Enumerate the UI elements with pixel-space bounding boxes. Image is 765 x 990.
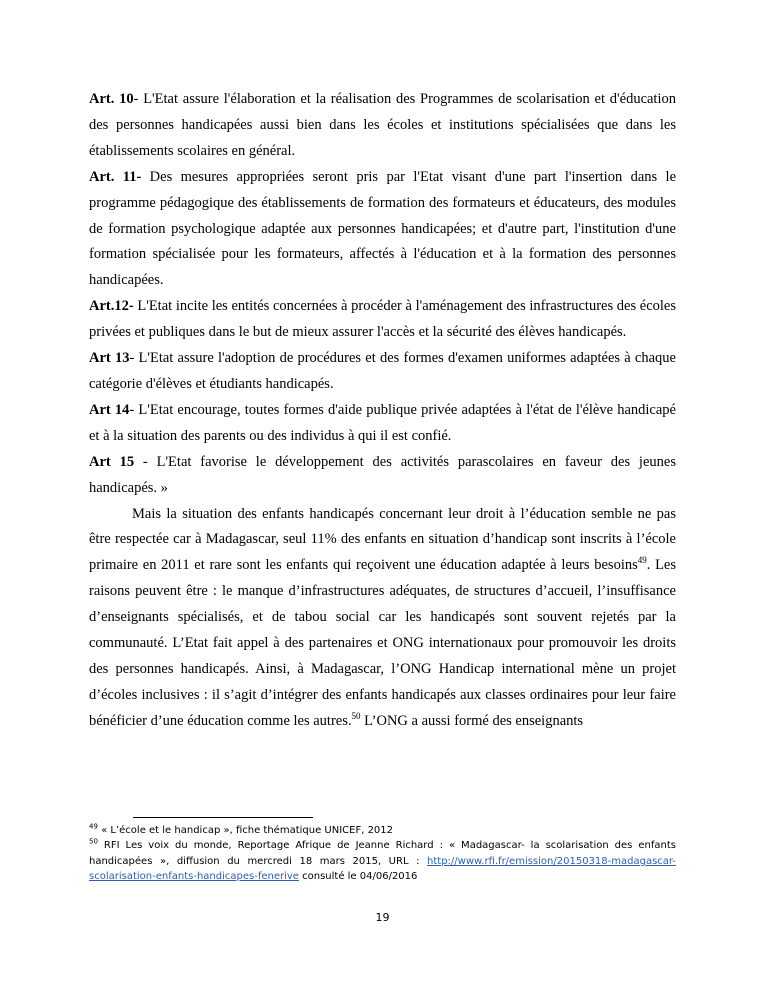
footnote-number: 49 <box>89 822 98 831</box>
article-11 <box>89 165 676 295</box>
article-text: Des mesures appropriées seront pris par l'Etat visant d'une part l'insertion dans le programme pédagogique des établissements de formation des formateurs et éducateurs, des modules de formation psychologique adaptée aux personnes handicapées; et d'autre part, l'institution d'une formation spécialisée pour les formateurs, affectés à l'éducation et à la formation des personnes handicapées. <box>89 168 677 289</box>
footnote-ref-50[interactable]: 50 <box>351 710 361 721</box>
article-text: - L'Etat encourage, toutes formes d'aide publique privée adaptées à l'état de l'élève handicapé et à la situation des parents ou des individus à qui il est confié. <box>89 401 676 444</box>
footnote-url-link[interactable]: http://www.rfi.fr/emission/20150318-madagascar-scolarisation-enfants-handicapes-fenerive <box>89 855 676 882</box>
article-label: Art. 11- <box>89 168 142 185</box>
article-12 <box>89 294 676 346</box>
document-body <box>89 87 676 735</box>
article-label: Art 14 <box>89 401 130 418</box>
article-15 <box>89 450 676 502</box>
article-label: Art 13 <box>89 350 130 367</box>
paragraph-text: . Les raisons peuvent être : le manque d’infrastructures adéquates, de structures d’accueil, l’insuffisance d’enseignants spécialisés, et de tabou social car les handicapés sont souvent rejetés par la communauté. L’Etat fait appel à des partenaires et ONG internationaux pour promouvoir les droits des personnes handicapés. Ainsi, à Madagascar, l’ONG Handicap international mène un projet d’écoles inclusives : il s’agit d’intégrer des enfants handicapés aux classes ordinaires pour leur faire bénéficier d’une éducation comme les autres. <box>89 557 677 729</box>
footnote-number: 50 <box>89 837 98 846</box>
article-14 <box>89 398 676 450</box>
footnote-consulted-date: consulté le 04/06/2016 <box>298 870 418 882</box>
article-label: Art. 10 <box>89 91 134 107</box>
footnote-separator <box>133 817 313 818</box>
footnote-49 <box>89 823 676 838</box>
article-label: Art.12- <box>89 298 134 315</box>
article-10 <box>89 87 676 165</box>
article-13 <box>89 346 676 398</box>
article-label: Art 15 <box>89 453 135 470</box>
page-number: 19 <box>375 911 390 924</box>
footnote-50 <box>89 838 676 884</box>
footnote-ref-49[interactable]: 49 <box>637 555 647 566</box>
article-text: - L'Etat assure l'élaboration et la réalisation des Programmes de scolarisation et d'éducation des personnes handicapées aussi bien dans les écoles et institutions spécialisées que dans les établissements scolaires en général. <box>89 91 676 159</box>
footnote-text: RFI Les voix du monde, Reportage Afrique de Jeanne Richard : « Madagascar- la scolarisation des enfants handicapées », diffusion du mercredi 18 mars 2015, URL : <box>89 840 676 867</box>
footnotes <box>89 823 676 884</box>
body-paragraph <box>89 502 676 735</box>
paragraph-text: L’ONG a aussi formé des enseignants <box>360 712 584 729</box>
article-text: - L'Etat assure l'adoption de procédures et des formes d'examen uniformes adaptées à chaque catégorie d'élèves et étudiants handicapés. <box>89 350 676 392</box>
footnote-text: « L’école et le handicap », fiche thématique UNICEF, 2012 <box>97 825 394 836</box>
paragraph-text: Mais la situation des enfants handicapés concernant leur droit à l’éducation semble ne pas être respectée car à Madagascar, seul 11% des enfants en situation d’handicap sont inscrits à l’école primaire en 2011 et rare sont les enfants qui reçoivent une éducation adaptée à leurs besoins <box>89 505 676 574</box>
article-text: L'Etat incite les entités concernées à procéder à l'aménagement des infrastructures des écoles privées et publiques dans le but de mieux assurer l'accès et la sécurité des élèves handicapés. <box>89 298 676 341</box>
article-text: - L'Etat favorise le développement des activités parascolaires en faveur des jeunes handicapés. » <box>89 453 676 496</box>
